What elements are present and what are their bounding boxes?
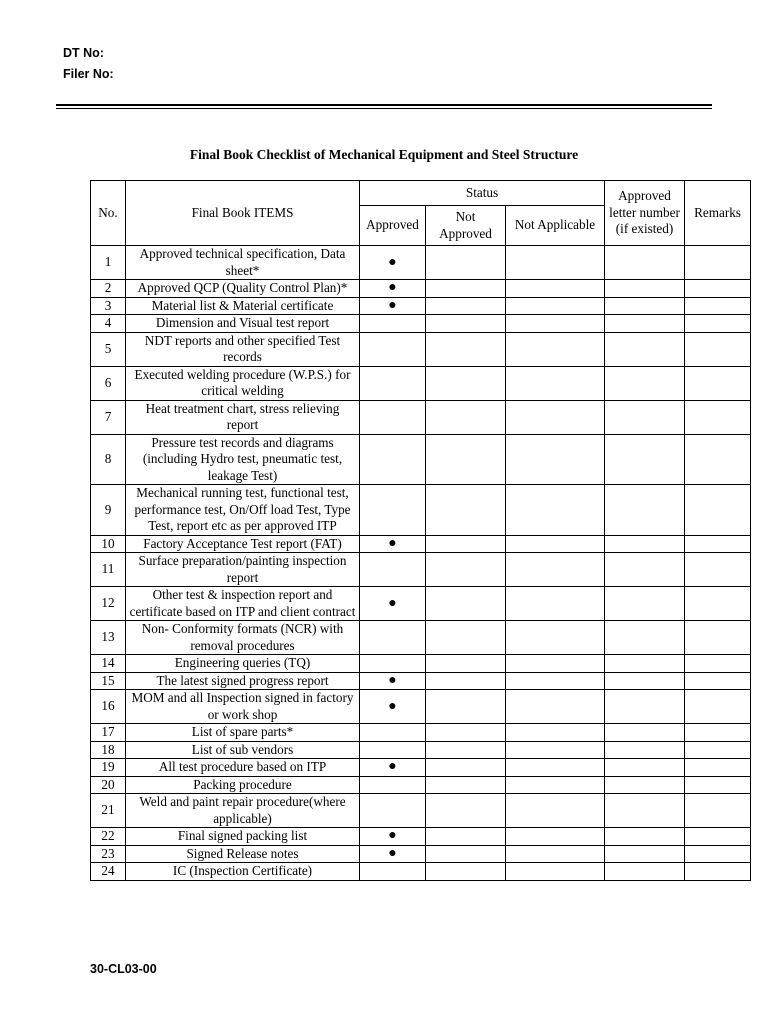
row-not-approved <box>426 828 506 846</box>
row-remarks <box>685 828 751 846</box>
row-number: 8 <box>91 434 126 485</box>
table-row <box>91 655 751 673</box>
row-not-approved <box>426 366 506 400</box>
row-not-applicable <box>506 366 605 400</box>
row-not-approved <box>426 535 506 553</box>
row-approved-marker <box>360 332 426 366</box>
row-not-applicable <box>506 690 605 724</box>
checklist-table <box>90 180 751 881</box>
table-row <box>91 741 751 759</box>
row-approved-letter <box>605 655 685 673</box>
row-remarks <box>685 794 751 828</box>
row-number: 14 <box>91 655 126 673</box>
row-number: 19 <box>91 759 126 777</box>
row-remarks <box>685 535 751 553</box>
table-row <box>91 776 751 794</box>
row-not-approved <box>426 690 506 724</box>
row-not-approved <box>426 863 506 881</box>
row-not-approved <box>426 655 506 673</box>
table-row <box>91 690 751 724</box>
row-number: 2 <box>91 280 126 298</box>
row-item: Mechanical running test, functional test, performance test, On/Off load Test, Type Test, report etc as per approved ITP <box>126 485 360 536</box>
row-approved-letter <box>605 587 685 621</box>
row-item: Approved QCP (Quality Control Plan)* <box>126 280 360 298</box>
row-approved-letter <box>605 366 685 400</box>
row-approved-marker: ● <box>360 535 426 553</box>
row-number: 23 <box>91 845 126 863</box>
row-number: 22 <box>91 828 126 846</box>
col-header-not-applicable: Not Applicable <box>506 206 605 246</box>
row-not-approved <box>426 280 506 298</box>
row-approved-marker: ● <box>360 587 426 621</box>
row-approved-letter <box>605 863 685 881</box>
table-row <box>91 759 751 777</box>
row-approved-marker <box>360 741 426 759</box>
row-not-applicable <box>506 485 605 536</box>
row-not-applicable <box>506 863 605 881</box>
row-item: The latest signed progress report <box>126 672 360 690</box>
table-row <box>91 246 751 280</box>
row-approved-letter <box>605 485 685 536</box>
row-approved-letter <box>605 400 685 434</box>
table-row <box>91 621 751 655</box>
row-approved-marker <box>360 655 426 673</box>
row-not-approved <box>426 315 506 333</box>
row-not-applicable <box>506 332 605 366</box>
table-row <box>91 297 751 315</box>
row-remarks <box>685 587 751 621</box>
row-number: 7 <box>91 400 126 434</box>
row-remarks <box>685 776 751 794</box>
row-approved-letter <box>605 621 685 655</box>
row-not-applicable <box>506 794 605 828</box>
row-remarks <box>685 672 751 690</box>
row-approved-letter <box>605 553 685 587</box>
row-remarks <box>685 741 751 759</box>
table-row <box>91 845 751 863</box>
col-header-approved-letter: Approved letter number (if existed) <box>605 181 685 246</box>
row-number: 15 <box>91 672 126 690</box>
row-item: Material list & Material certificate <box>126 297 360 315</box>
row-approved-marker: ● <box>360 246 426 280</box>
col-header-remarks: Remarks <box>685 181 751 246</box>
row-approved-marker <box>360 724 426 742</box>
row-approved-marker: ● <box>360 845 426 863</box>
checklist-body <box>91 246 751 881</box>
row-remarks <box>685 553 751 587</box>
row-remarks <box>685 400 751 434</box>
row-approved-marker <box>360 621 426 655</box>
row-number: 18 <box>91 741 126 759</box>
row-not-applicable <box>506 621 605 655</box>
row-approved-marker: ● <box>360 280 426 298</box>
row-not-approved <box>426 297 506 315</box>
table-row <box>91 332 751 366</box>
col-header-items: Final Book ITEMS <box>126 181 360 246</box>
table-row <box>91 672 751 690</box>
row-not-applicable <box>506 400 605 434</box>
row-number: 6 <box>91 366 126 400</box>
row-not-applicable <box>506 280 605 298</box>
row-remarks <box>685 655 751 673</box>
row-approved-marker: ● <box>360 672 426 690</box>
col-header-status: Status <box>360 181 605 206</box>
row-approved-marker <box>360 315 426 333</box>
row-number: 20 <box>91 776 126 794</box>
row-item: Packing procedure <box>126 776 360 794</box>
row-number: 21 <box>91 794 126 828</box>
row-item: Surface preparation/painting inspection report <box>126 553 360 587</box>
table-row <box>91 280 751 298</box>
row-remarks <box>685 297 751 315</box>
row-not-applicable <box>506 655 605 673</box>
row-remarks <box>685 759 751 777</box>
row-item: Dimension and Visual test report <box>126 315 360 333</box>
row-approved-letter <box>605 246 685 280</box>
dt-no-label: DT No: <box>63 46 104 60</box>
row-approved-letter <box>605 434 685 485</box>
col-header-approved: Approved <box>360 206 426 246</box>
row-approved-letter <box>605 690 685 724</box>
row-remarks <box>685 724 751 742</box>
row-item: Signed Release notes <box>126 845 360 863</box>
row-approved-letter <box>605 297 685 315</box>
row-item: Weld and paint repair procedure(where applicable) <box>126 794 360 828</box>
row-not-approved <box>426 759 506 777</box>
row-remarks <box>685 690 751 724</box>
row-item: Other test & inspection report and certificate based on ITP and client contract <box>126 587 360 621</box>
document-title: Final Book Checklist of Mechanical Equipment and Steel Structure <box>189 147 579 162</box>
row-approved-marker <box>360 366 426 400</box>
table-row <box>91 828 751 846</box>
row-not-applicable <box>506 828 605 846</box>
row-approved-letter <box>605 741 685 759</box>
row-approved-marker <box>360 776 426 794</box>
row-number: 9 <box>91 485 126 536</box>
row-remarks <box>685 845 751 863</box>
row-not-approved <box>426 741 506 759</box>
row-number: 24 <box>91 863 126 881</box>
row-item: Non- Conformity formats (NCR) with removal procedures <box>126 621 360 655</box>
row-approved-letter <box>605 672 685 690</box>
row-approved-marker <box>360 400 426 434</box>
row-not-applicable <box>506 776 605 794</box>
row-approved-marker: ● <box>360 690 426 724</box>
row-approved-marker <box>360 553 426 587</box>
row-not-applicable <box>506 297 605 315</box>
row-approved-marker: ● <box>360 297 426 315</box>
header-rule <box>56 104 712 106</box>
table-row <box>91 366 751 400</box>
row-number: 12 <box>91 587 126 621</box>
row-approved-marker: ● <box>360 828 426 846</box>
row-not-approved <box>426 724 506 742</box>
row-not-applicable <box>506 672 605 690</box>
row-number: 5 <box>91 332 126 366</box>
row-item: Executed welding procedure (W.P.S.) for critical welding <box>126 366 360 400</box>
row-not-applicable <box>506 587 605 621</box>
row-approved-letter <box>605 280 685 298</box>
row-not-applicable <box>506 741 605 759</box>
row-approved-letter <box>605 776 685 794</box>
table-row <box>91 587 751 621</box>
row-not-applicable <box>506 759 605 777</box>
row-item: Factory Acceptance Test report (FAT) <box>126 535 360 553</box>
row-not-approved <box>426 587 506 621</box>
row-item: IC (Inspection Certificate) <box>126 863 360 881</box>
table-row <box>91 485 751 536</box>
row-not-approved <box>426 434 506 485</box>
row-approved-marker <box>360 434 426 485</box>
table-row <box>91 794 751 828</box>
row-approved-letter <box>605 332 685 366</box>
row-approved-letter <box>605 845 685 863</box>
row-item: Pressure test records and diagrams (including Hydro test, pneumatic test, leakage Test) <box>126 434 360 485</box>
row-not-approved <box>426 553 506 587</box>
row-not-applicable <box>506 724 605 742</box>
row-number: 4 <box>91 315 126 333</box>
col-header-not-approved: Not Approved <box>426 206 506 246</box>
row-approved-marker: ● <box>360 759 426 777</box>
row-approved-letter <box>605 794 685 828</box>
table-row <box>91 315 751 333</box>
row-approved-marker <box>360 485 426 536</box>
row-item: All test procedure based on ITP <box>126 759 360 777</box>
row-not-approved <box>426 332 506 366</box>
row-item: Engineering queries (TQ) <box>126 655 360 673</box>
row-not-approved <box>426 400 506 434</box>
row-not-approved <box>426 672 506 690</box>
table-row <box>91 434 751 485</box>
row-item: Final signed packing list <box>126 828 360 846</box>
table-row <box>91 724 751 742</box>
header-rule-thin <box>56 108 712 109</box>
row-not-approved <box>426 794 506 828</box>
row-item: Approved technical specification, Data sheet* <box>126 246 360 280</box>
row-approved-marker <box>360 794 426 828</box>
row-not-applicable <box>506 434 605 485</box>
row-approved-letter <box>605 724 685 742</box>
row-number: 10 <box>91 535 126 553</box>
row-remarks <box>685 315 751 333</box>
row-number: 13 <box>91 621 126 655</box>
table-row <box>91 400 751 434</box>
row-approved-marker <box>360 863 426 881</box>
row-remarks <box>685 332 751 366</box>
row-remarks <box>685 434 751 485</box>
row-approved-letter <box>605 759 685 777</box>
row-number: 16 <box>91 690 126 724</box>
row-not-approved <box>426 621 506 655</box>
row-number: 17 <box>91 724 126 742</box>
table-row <box>91 553 751 587</box>
row-remarks <box>685 246 751 280</box>
row-not-approved <box>426 776 506 794</box>
row-number: 1 <box>91 246 126 280</box>
col-header-no: No. <box>91 181 126 246</box>
row-not-approved <box>426 246 506 280</box>
row-item: Heat treatment chart, stress relieving report <box>126 400 360 434</box>
row-approved-letter <box>605 315 685 333</box>
document-code: 30-CL03-00 <box>90 962 157 976</box>
row-item: List of sub vendors <box>126 741 360 759</box>
row-remarks <box>685 863 751 881</box>
row-remarks <box>685 366 751 400</box>
filer-no-label: Filer No: <box>63 67 114 81</box>
table-row <box>91 863 751 881</box>
row-remarks <box>685 485 751 536</box>
row-number: 11 <box>91 553 126 587</box>
row-not-applicable <box>506 246 605 280</box>
row-not-applicable <box>506 535 605 553</box>
row-remarks <box>685 621 751 655</box>
row-not-applicable <box>506 845 605 863</box>
row-not-approved <box>426 485 506 536</box>
row-item: MOM and all Inspection signed in factory or work shop <box>126 690 360 724</box>
row-item: List of spare parts* <box>126 724 360 742</box>
row-approved-letter <box>605 535 685 553</box>
row-not-applicable <box>506 553 605 587</box>
row-approved-letter <box>605 828 685 846</box>
row-item: NDT reports and other specified Test records <box>126 332 360 366</box>
row-not-applicable <box>506 315 605 333</box>
row-remarks <box>685 280 751 298</box>
table-row <box>91 535 751 553</box>
row-number: 3 <box>91 297 126 315</box>
row-not-approved <box>426 845 506 863</box>
